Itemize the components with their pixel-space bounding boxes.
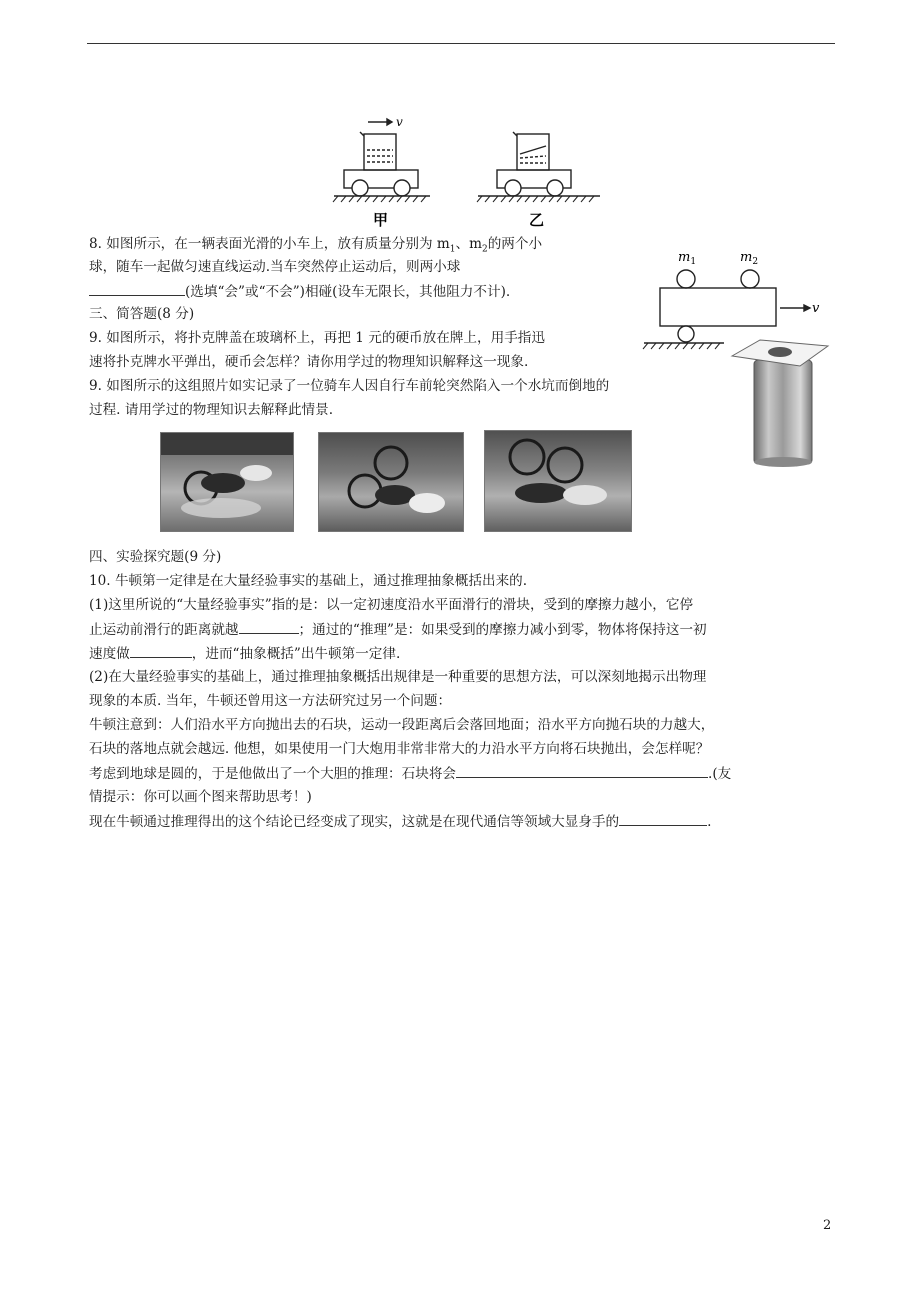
q10-p2-line6: 情提示：你可以画个图来帮助思考！) bbox=[89, 789, 312, 805]
svg-text:m1 bbox=[678, 250, 696, 267]
q9a-line1: 9. 如图所示，将扑克牌盖在玻璃杯上，再把 1 元的硬币放在牌上，用手指迅 bbox=[89, 330, 545, 346]
velocity-label-top: v bbox=[396, 115, 403, 129]
header-rule bbox=[87, 43, 835, 44]
q10-p1-line2: 止运动前滑行的距离就越 ；通过的“推理”是：如果受到的摩擦力减小到零，物体将保持这一初 bbox=[89, 622, 707, 638]
cyclist-photo-1 bbox=[160, 432, 294, 532]
m2-label: m bbox=[740, 250, 753, 265]
cart-beaker-figure bbox=[330, 112, 620, 232]
cart-jia-diagram bbox=[334, 119, 430, 196]
q10-p2-line5: 考虑到地球是圆的，于是他做出了一个大胆的推理：石块将会 .(友 bbox=[89, 766, 732, 782]
m2-subscript: 2 bbox=[752, 257, 759, 267]
section4-heading: 四、实验探究题(9 分) bbox=[89, 549, 222, 565]
section3-heading: 三、简答题(8 分) bbox=[89, 306, 195, 322]
q8-line1: 8. 如图所示，在一辆表面光滑的小车上，放有质量分别为 $m_1$、$m_2$的两个小 bbox=[89, 236, 543, 255]
answer-blank[interactable] bbox=[456, 764, 708, 778]
q10-p1-line3: 速度做 ，进而“抽象概括”出牛顿第一定律. bbox=[89, 646, 401, 662]
q10-intro: 10. 牛顿第一定律是在大量经验事实的基础上，通过推理抽象概括出来的. bbox=[89, 573, 528, 589]
q8-line3: (选填“会”或“不会”)相碰(设车无限长，其他阻力不计). bbox=[89, 282, 510, 301]
cart-yi-diagram bbox=[478, 132, 600, 196]
cyclist-photo-3 bbox=[484, 430, 632, 532]
ball-m2 bbox=[741, 270, 759, 288]
cart-body bbox=[660, 288, 776, 326]
answer-blank[interactable] bbox=[619, 812, 707, 826]
q10-p1-line1: (1)这里所说的“大量经验事实”指的是：以一定初速度沿水平面滑行的滑块，受到的摩擦力越小，它停 bbox=[89, 597, 694, 613]
label-yi: 乙 bbox=[529, 211, 545, 229]
q9a-line2: 速将扑克牌水平弹出，硬币会怎样？请你用学过的物理知识解释这一现象. bbox=[89, 354, 529, 370]
velocity-label-right: v bbox=[812, 301, 820, 316]
glass-card-figure bbox=[730, 336, 830, 470]
m1-subscript: 1 bbox=[690, 257, 697, 267]
q10-p2-line1: (2)在大量经验事实的基础上，通过推理抽象概括出规律是一种重要的思想方法，可以深刻地揭示出物理 bbox=[89, 669, 707, 685]
ball-m1 bbox=[677, 270, 695, 288]
cyclist-photo-2 bbox=[318, 432, 464, 532]
svg-text:m2 bbox=[740, 250, 758, 267]
answer-blank[interactable] bbox=[130, 644, 192, 658]
answer-blank[interactable] bbox=[239, 620, 299, 634]
coin bbox=[768, 347, 792, 357]
label-jia: 甲 bbox=[373, 211, 389, 229]
q10-p2-line2: 现象的本质. 当年，牛顿还曾用这一方法研究过另一个问题： bbox=[89, 693, 452, 709]
q8-line2: 球，随车一起做匀速直线运动.当车突然停止运动后，则两小球 bbox=[89, 259, 461, 275]
answer-blank[interactable] bbox=[89, 282, 185, 296]
q10-p2-line7: 现在牛顿通过推理得出的这个结论已经变成了现实，这就是在现代通信等领域大显身手的 . bbox=[89, 814, 712, 830]
q9b-line1: 9. 如图所示的这组照片如实记录了一位骑车人因自行车前轮突然陷入一个水坑而倒地的 bbox=[89, 378, 610, 394]
q10-p2-line3: 牛顿注意到：人们沿水平方向抛出去的石块，运动一段距离后会落回地面；沿水平方向抛石块的力越大， bbox=[89, 717, 715, 733]
q10-p2-line4: 石块的落地点就会越远. 他想，如果使用一门大炮用非常非常大的力沿水平方向将石块抛出，会怎样呢？ bbox=[89, 741, 710, 757]
cart-wheel bbox=[678, 326, 694, 342]
m1-label: m bbox=[678, 250, 691, 265]
page-number: 2 bbox=[823, 1218, 832, 1233]
q9b-line2: 过程. 请用学过的物理知识去解释此情景. bbox=[89, 402, 334, 418]
